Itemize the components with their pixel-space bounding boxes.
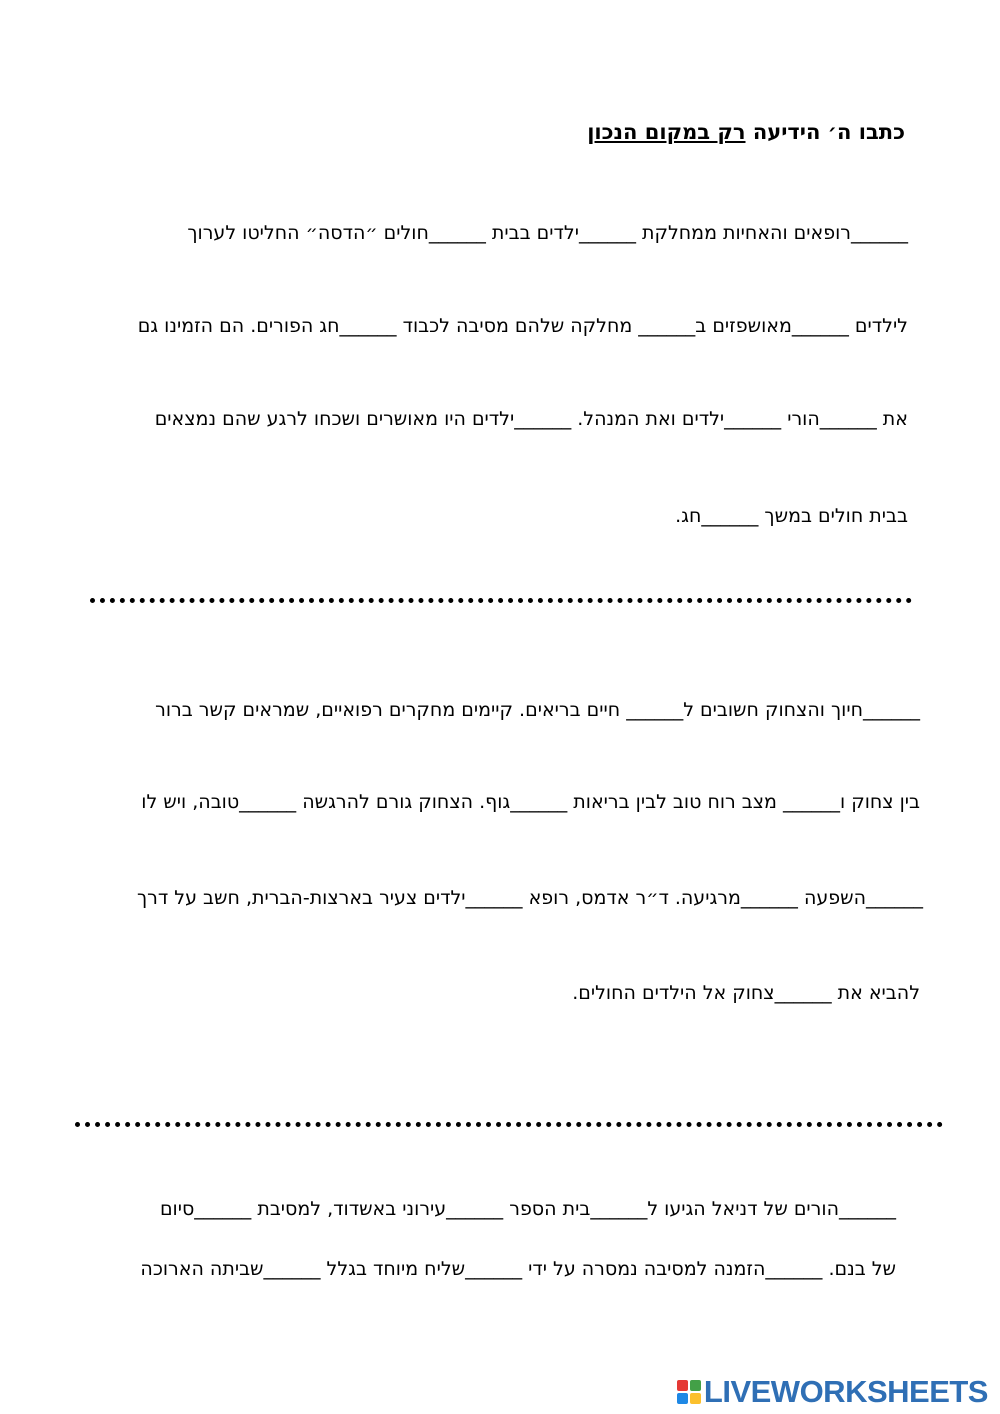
dotted-divider-2 (75, 1122, 943, 1127)
title-text: כתבו ה׳ הידיעה (752, 120, 905, 144)
section1-line-1: ______רופאים והאחיות ממחלקת ______ילדים בבית ______חולים ״הדסה״ החליטו לערוך (187, 222, 908, 244)
liveworksheets-logo (677, 1374, 988, 1410)
title-underlined-text: רק במקום הנכון (587, 120, 746, 144)
liveworksheets-logo-text: LIVEWORKSHEETS (703, 1374, 988, 1409)
worksheet-title (587, 120, 905, 144)
section2-line-3: ______השפעה ______מרגיעה. ד״ר אדמס, רופא ______ילדים צעיר בארצות-הברית, חשב על דרך (136, 887, 923, 909)
dotted-divider-1 (90, 598, 912, 603)
liveworksheets-logo-icon (677, 1380, 701, 1404)
section2-line-2: בין צחוק ו______ מצב רוח טוב לבין בריאות ______גוף. הצחוק גורם להרגשה ______טובה, ויש לו (141, 791, 920, 813)
section3-line-2: של בנם. ______הזמנה למסיבה נמסרה על ידי ______שליח מיוחד בגלל ______שביתה הארוכה (140, 1258, 896, 1280)
section2-line-1: ______חיוך והצחוק חשובים ל______ חיים בריאים. קיימים מחקרים רפואיים, שמראים קשר ברור (155, 699, 920, 721)
section2-line-4: להביא את ______צחוק אל הילדים החולים. (572, 982, 920, 1004)
section1-line-2: לילדים ______מאושפזים ב______ מחלקה שלהם מסיבה לכבוד ______חג הפורים. הם הזמינו גם (137, 315, 908, 337)
section1-line-4: בבית חולים במשך ______חג. (675, 505, 908, 527)
section1-line-3: את ______הורי ______ילדים ואת המנהל. ______ילדים היו מאושרים ושכחו לרגע שהם נמצאים (154, 408, 908, 430)
section3-line-1: ______הורים של דניאל הגיעו ל______בית הספר ______עירוני באשדוד, למסיבת ______סיום (159, 1198, 896, 1220)
